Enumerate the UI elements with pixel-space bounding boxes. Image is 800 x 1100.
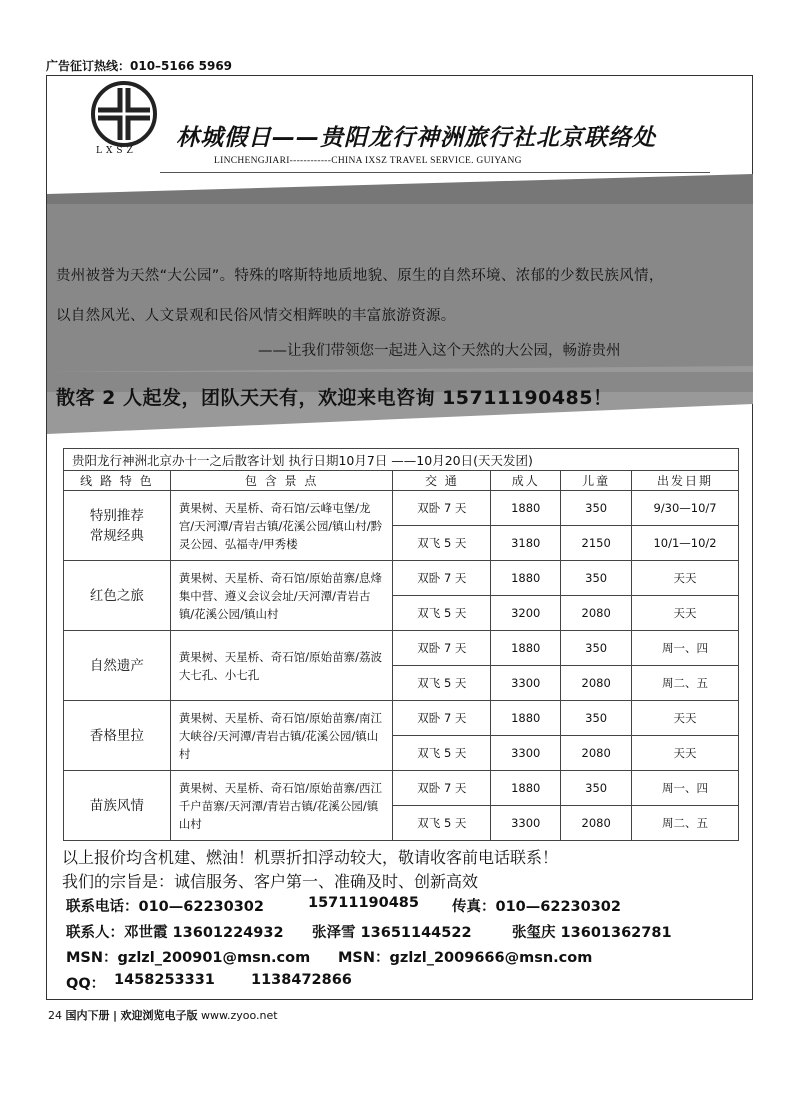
child-price: 2080 bbox=[561, 736, 632, 771]
child-price: 2080 bbox=[561, 666, 632, 701]
contact-person-3: 张玺庆 13601362781 bbox=[512, 924, 672, 941]
route-sites: 黄果树、天星桥、奇石馆/原始苗寨/西江千户苗寨/天河潭/青岩古镇/花溪公园/镇山村 bbox=[170, 771, 393, 841]
child-price: 2150 bbox=[561, 526, 632, 561]
agency-subtitle: LINCHENGJIARI------------CHINA IXSZ TRAVEL SERVICE. GUIYANG bbox=[214, 156, 522, 166]
child-price: 350 bbox=[561, 491, 632, 526]
adult-price: 3300 bbox=[491, 736, 561, 771]
adult-price: 3180 bbox=[491, 526, 561, 561]
col-header-sites: 包 含 景 点 bbox=[170, 471, 393, 491]
child-price: 350 bbox=[561, 561, 632, 596]
depart-date: 周一、四 bbox=[632, 771, 739, 806]
adult-price: 1880 bbox=[491, 701, 561, 736]
transport: 双卧 7 天 bbox=[393, 491, 491, 526]
transport: 双飞 5 天 bbox=[393, 806, 491, 841]
adult-price: 3200 bbox=[491, 596, 561, 631]
depart-date: 9/30—10/7 bbox=[632, 491, 739, 526]
title-rule bbox=[160, 172, 710, 173]
route-sites: 黄果树、天星桥、奇石馆/云峰屯堡/龙宫/天河潭/青岩古镇/花溪公园/镇山村/黔灵公园、弘福寺/甲秀楼 bbox=[170, 491, 393, 561]
route-name-line: 常规经典 bbox=[89, 527, 144, 544]
price-note: 以上报价均含机建、燃油！机票折扣浮动较大，敬请收客前电话联系！ bbox=[62, 848, 559, 867]
contact-fax: 传真：010—62230302 bbox=[452, 899, 621, 915]
table-row bbox=[64, 631, 739, 666]
col-header-date: 出发日期 bbox=[632, 471, 739, 491]
adult-price: 1880 bbox=[491, 771, 561, 806]
depart-date: 天天 bbox=[632, 701, 739, 736]
depart-date: 天天 bbox=[632, 561, 739, 596]
col-header-adult: 成人 bbox=[491, 471, 561, 491]
table-row bbox=[64, 561, 739, 596]
depart-date: 天天 bbox=[632, 596, 739, 631]
adult-price: 1880 bbox=[491, 561, 561, 596]
route-name: 自然遗产 bbox=[64, 631, 171, 701]
contact-qq-1: 1458253331 bbox=[114, 971, 215, 988]
slogan: ——让我们带领您一起进入这个天然的大公园，畅游贵州 bbox=[258, 343, 621, 359]
depart-date: 周二、五 bbox=[632, 666, 739, 701]
ad-hotline: 广告征订热线：010–5166 5969 bbox=[46, 59, 233, 73]
adult-price: 1880 bbox=[491, 491, 561, 526]
child-price: 2080 bbox=[561, 806, 632, 841]
depart-date: 10/1—10/2 bbox=[632, 526, 739, 561]
child-price: 2080 bbox=[561, 596, 632, 631]
child-price: 350 bbox=[561, 771, 632, 806]
page-footer bbox=[48, 1007, 278, 1023]
contact-msn-1: MSN：gzlzl_200901@msn.com bbox=[66, 950, 311, 966]
depart-date: 周一、四 bbox=[632, 631, 739, 666]
table-caption: 贵阳龙行神洲北京办十一之后散客计划 执行日期10月7日 ——10月20日(天天发团) bbox=[64, 449, 739, 471]
contact-qq-2: 1138472866 bbox=[251, 971, 352, 988]
route-sites: 黄果树、天星桥、奇石馆/原始苗寨/荔波大七孔、小七孔 bbox=[170, 631, 393, 701]
adult-price: 3300 bbox=[491, 806, 561, 841]
table-row bbox=[64, 771, 739, 806]
route-name: 红色之旅 bbox=[64, 561, 171, 631]
mission-note: 我们的宗旨是：诚信服务、客户第一、准确及时、创新高效 bbox=[62, 872, 479, 891]
contact-person-2: 张泽雪 13651144522 bbox=[312, 924, 472, 941]
transport: 双卧 7 天 bbox=[393, 701, 491, 736]
adult-price: 1880 bbox=[491, 631, 561, 666]
table-row bbox=[64, 491, 739, 526]
logo-text: LXSZ bbox=[96, 146, 137, 156]
depart-date: 周二、五 bbox=[632, 806, 739, 841]
child-price: 350 bbox=[561, 631, 632, 666]
route-name: 香格里拉 bbox=[64, 701, 171, 771]
contact-qq-label: QQ： bbox=[66, 975, 106, 992]
contact-mobile: 15711190485 bbox=[308, 895, 419, 911]
page-number: 24 bbox=[48, 1009, 62, 1022]
depart-date: 天天 bbox=[632, 736, 739, 771]
intro-line-1: 贵州被誉为天然“大公园”。特殊的喀斯特地质地貌、原生的自然环境、浓郁的少数民族风情， bbox=[56, 268, 664, 284]
page-promo: 欢迎浏览电子版 bbox=[120, 1009, 198, 1022]
agency-title: 林城假日——贵阳龙行神洲旅行社北京联络处 bbox=[176, 125, 656, 151]
tour-plan-table bbox=[63, 448, 739, 841]
contact-msn-2: MSN：gzlzl_2009666@msn.com bbox=[338, 950, 593, 966]
child-price: 350 bbox=[561, 701, 632, 736]
col-header-route: 线 路 特 色 bbox=[64, 471, 171, 491]
col-header-transport: 交 通 bbox=[393, 471, 491, 491]
transport: 双飞 5 天 bbox=[393, 596, 491, 631]
route-sites: 黄果树、天星桥、奇石馆/原始苗寨/南江大峡谷/天河潭/青岩古镇/花溪公园/镇山村 bbox=[170, 701, 393, 771]
contact-phone: 联系电话：010—62230302 bbox=[66, 899, 264, 915]
transport: 双飞 5 天 bbox=[393, 666, 491, 701]
route-name bbox=[64, 491, 171, 561]
transport: 双卧 7 天 bbox=[393, 631, 491, 666]
transport: 双飞 5 天 bbox=[393, 526, 491, 561]
lxsz-logo-icon bbox=[90, 80, 158, 152]
promo-banner: 散客 2 人起发，团队天天有，欢迎来电咨询 15711190485！ bbox=[56, 387, 613, 409]
route-name: 苗族风情 bbox=[64, 771, 171, 841]
route-name-line: 特别推荐 bbox=[89, 507, 144, 524]
table-row bbox=[64, 701, 739, 736]
intro-text bbox=[56, 256, 746, 336]
col-header-child: 儿童 bbox=[561, 471, 632, 491]
page-section: 国内下册 bbox=[65, 1009, 110, 1022]
intro-line-2: 以自然风光、人文景观和民俗风情交相辉映的丰富旅游资源。 bbox=[56, 308, 456, 324]
page-url: www.zyoo.net bbox=[201, 1009, 278, 1022]
adult-price: 3300 bbox=[491, 666, 561, 701]
transport: 双卧 7 天 bbox=[393, 561, 491, 596]
footer-notes bbox=[62, 846, 558, 894]
page-separator: | bbox=[113, 1009, 118, 1022]
transport: 双飞 5 天 bbox=[393, 736, 491, 771]
transport: 双卧 7 天 bbox=[393, 771, 491, 806]
contact-person-1: 联系人：邓世霞 13601224932 bbox=[66, 924, 284, 941]
route-sites: 黄果树、天星桥、奇石馆/原始苗寨/息烽集中营、遵义会议会址/天河潭/青岩古镇/花溪公园/镇山村 bbox=[170, 561, 393, 631]
